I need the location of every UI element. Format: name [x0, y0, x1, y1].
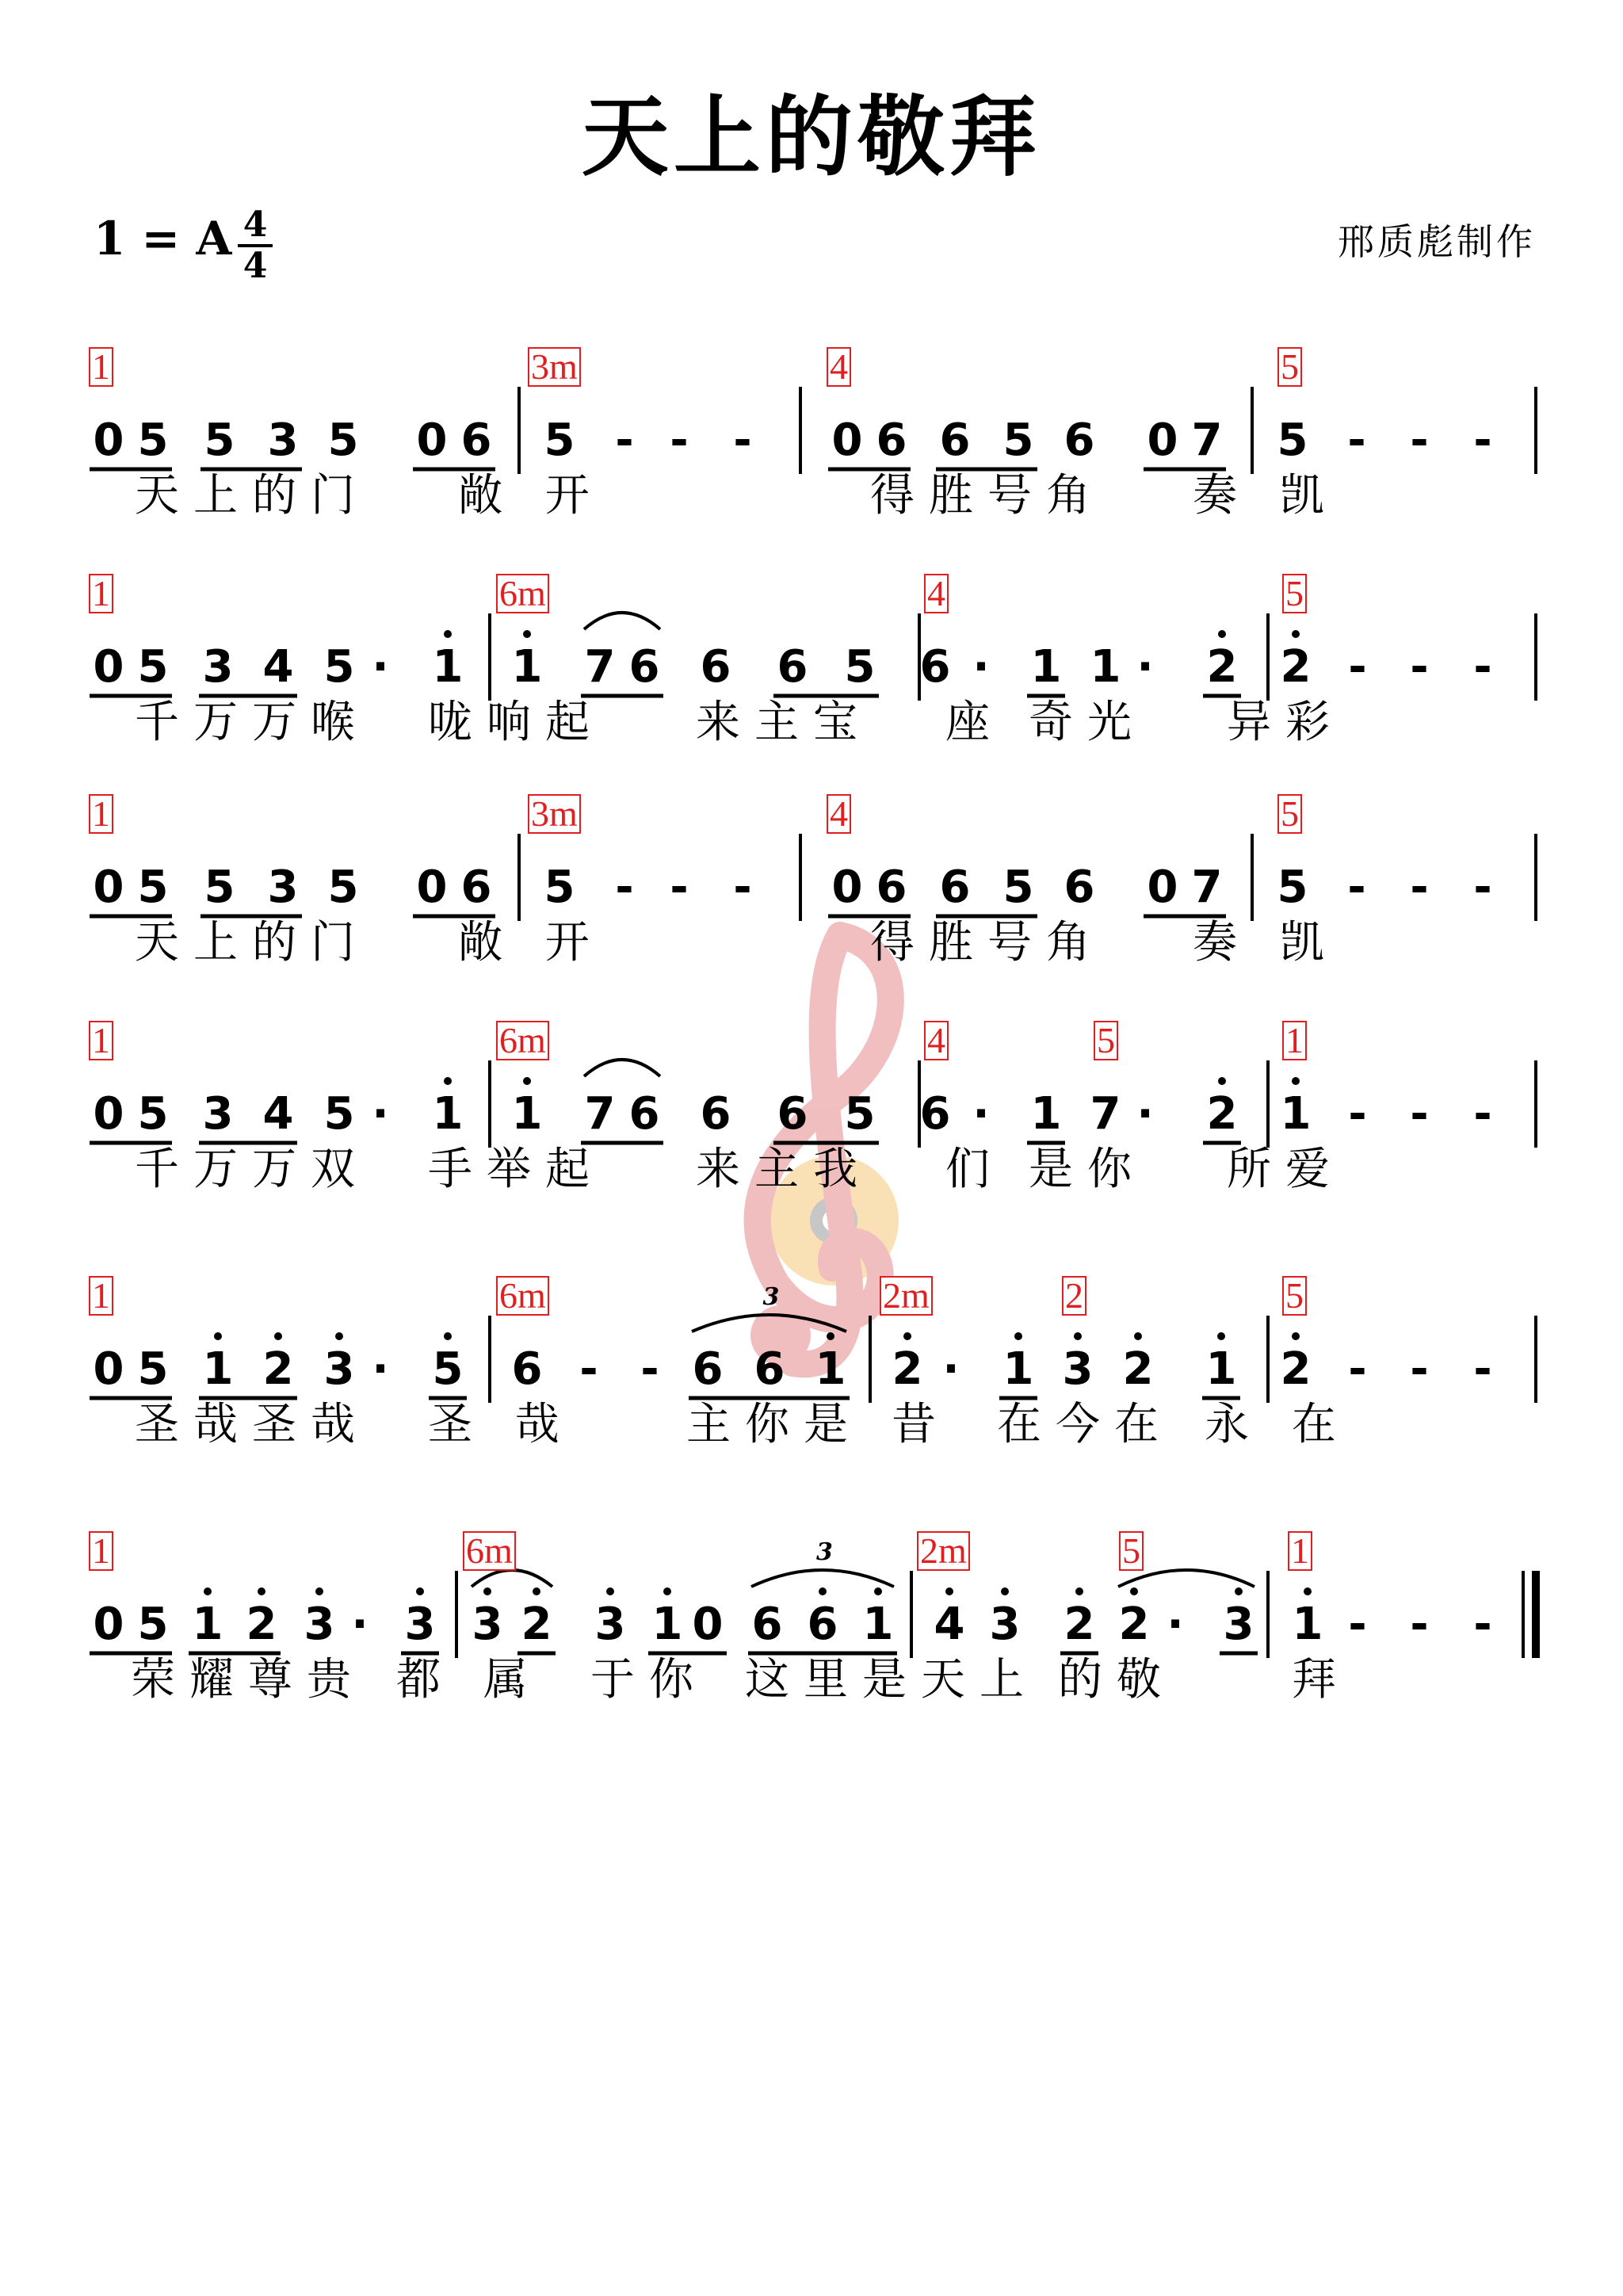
note: 6	[777, 641, 808, 693]
note-dash: -	[615, 861, 634, 913]
note: 6	[807, 1599, 838, 1650]
time-denominator: 4	[242, 246, 268, 286]
note: 5	[137, 1343, 169, 1395]
note: 1	[511, 641, 543, 693]
chord-symbol: 6m	[463, 1531, 516, 1571]
note: ·	[1136, 1088, 1154, 1140]
note: 1	[432, 641, 464, 693]
note: ·	[372, 641, 389, 693]
chord-symbol: 1	[89, 794, 113, 834]
note: 4	[262, 1088, 294, 1140]
note: 2	[246, 1599, 277, 1650]
note: 1	[1002, 1343, 1034, 1395]
note: 6	[700, 1088, 731, 1140]
note: 2	[1122, 1343, 1154, 1395]
note-dash: -	[640, 1343, 659, 1395]
octave-dot	[1218, 1077, 1226, 1085]
note: ·	[972, 641, 990, 693]
note: 0	[1147, 415, 1178, 466]
note-dash: -	[1473, 415, 1492, 466]
octave-dot	[335, 1332, 343, 1340]
lyric-phrase: 奇光	[1029, 697, 1146, 748]
note-dash: -	[1410, 415, 1429, 466]
note-dash: -	[1410, 641, 1429, 693]
note: 6	[919, 641, 951, 693]
chord-symbol: 5	[1277, 794, 1302, 834]
lyric-phrase: 们	[945, 1144, 1004, 1195]
slur-arc	[472, 1570, 552, 1587]
note-dash: -	[670, 415, 689, 466]
note: 5	[137, 1599, 169, 1650]
chord-symbol: 5	[1282, 574, 1307, 613]
lyric-phrase: 圣哉圣哉	[135, 1399, 369, 1450]
chord-symbol: 5	[1094, 1021, 1118, 1060]
lyric-phrase: 异彩	[1227, 697, 1344, 748]
note: 6	[919, 1088, 951, 1140]
chord-symbol: 2	[1062, 1276, 1086, 1316]
lyric-phrase: 敞 开	[458, 917, 604, 968]
octave-dot	[819, 1587, 827, 1595]
chord-symbol: 1	[89, 574, 113, 613]
octave-dot	[1304, 1587, 1312, 1595]
lyric-phrase: 这里是天上	[745, 1654, 1038, 1706]
note: 1	[1205, 1343, 1237, 1395]
note: 5	[844, 641, 876, 693]
note-dash: -	[1348, 641, 1367, 693]
octave-dot	[1218, 630, 1226, 638]
note: 6	[777, 1088, 808, 1140]
octave-dot	[1217, 1332, 1225, 1340]
octave-dot	[214, 1332, 222, 1340]
note: 1	[1090, 641, 1121, 693]
note: 5	[137, 415, 169, 466]
chord-symbol: 4	[827, 794, 851, 834]
slur-arc	[1118, 1570, 1254, 1587]
chord-symbol: 2m	[917, 1531, 970, 1571]
note: 6	[1064, 861, 1095, 913]
lyric-phrase: 永 在	[1205, 1399, 1350, 1450]
note: ·	[372, 1088, 389, 1140]
arranger-credit: 邢质彪制作	[1338, 220, 1536, 263]
chord-symbol: 3m	[528, 347, 581, 387]
octave-dot	[444, 1332, 452, 1340]
note-dash: -	[1473, 641, 1492, 693]
octave-dot	[874, 1587, 882, 1595]
note: 6	[700, 641, 731, 693]
note: 1	[651, 1599, 683, 1650]
note: 1	[202, 1343, 234, 1395]
note-dash: -	[579, 1343, 598, 1395]
note: 6	[939, 415, 971, 466]
slur-arc	[751, 1570, 894, 1587]
note: 3	[267, 415, 299, 466]
note: ·	[372, 1343, 389, 1395]
octave-dot	[1014, 1332, 1022, 1340]
note: 3	[202, 1088, 234, 1140]
note: 5	[1002, 415, 1034, 466]
note: 6	[460, 415, 492, 466]
note: 1	[1280, 1088, 1312, 1140]
note: 5	[327, 861, 359, 913]
note: 6	[692, 1343, 724, 1395]
note: 3	[267, 861, 299, 913]
lyric-phrase: 在今在	[997, 1399, 1173, 1450]
note: 5	[137, 1088, 169, 1140]
octave-dot	[1292, 1077, 1300, 1085]
lyric-phrase: 于你	[590, 1654, 708, 1706]
note: 5	[137, 861, 169, 913]
note: 7	[1090, 1088, 1121, 1140]
chord-symbol: 1	[1282, 1021, 1307, 1060]
note: 6	[1064, 415, 1095, 466]
note-dash: -	[1348, 1343, 1367, 1395]
chord-symbol: 1	[89, 1276, 113, 1316]
note: 5	[323, 1088, 355, 1140]
octave-dot	[416, 1587, 424, 1595]
note: ·	[1136, 641, 1154, 693]
note: 1	[862, 1599, 894, 1650]
note-dash: -	[1473, 861, 1492, 913]
note-dash: -	[1348, 1599, 1367, 1650]
note: 6	[754, 1343, 785, 1395]
note: 5	[544, 415, 575, 466]
lyric-phrase: 来主宝	[696, 697, 872, 748]
lyric-phrase: 千万万双	[135, 1144, 369, 1195]
note: 6	[628, 641, 660, 693]
octave-dot	[1134, 1332, 1142, 1340]
note: 3	[304, 1599, 335, 1650]
lyric-phrase: 圣 哉	[428, 1399, 574, 1450]
time-numerator: 4	[242, 204, 268, 245]
note: 5	[204, 861, 235, 913]
octave-dot	[606, 1587, 614, 1595]
note: 0	[416, 861, 448, 913]
note-dash: -	[733, 415, 752, 466]
note: 3	[594, 1599, 626, 1650]
note: 6	[939, 861, 971, 913]
note: 2	[1280, 1343, 1312, 1395]
lyric-phrase: 昔	[892, 1399, 950, 1450]
chord-symbol: 6m	[496, 574, 549, 613]
note: 2	[262, 1343, 294, 1395]
octave-dot	[827, 1332, 834, 1340]
note: 1	[511, 1088, 543, 1140]
lyric-phrase: 得胜号角	[870, 470, 1105, 521]
note: 2	[1118, 1599, 1150, 1650]
triplet-mark: 3	[762, 1283, 780, 1311]
note-dash: -	[733, 861, 752, 913]
note: 1	[432, 1088, 464, 1140]
chord-symbol: 4	[827, 347, 851, 387]
note: 0	[93, 861, 124, 913]
note: 2	[1280, 641, 1312, 693]
lyric-phrase: 所爱	[1227, 1144, 1344, 1195]
note: 5	[1277, 861, 1308, 913]
lyric-phrase: 千万万喉	[135, 697, 369, 748]
note-dash: -	[615, 415, 634, 466]
note: 5	[544, 861, 575, 913]
note: 7	[1191, 861, 1223, 913]
lyric-phrase: 奏 凯	[1193, 470, 1338, 521]
note-dash: -	[1410, 1343, 1429, 1395]
slur-arc	[584, 613, 660, 629]
note-dash: -	[1473, 1343, 1492, 1395]
note: 3	[989, 1599, 1021, 1650]
note: 5	[844, 1088, 876, 1140]
note: 1	[1030, 1088, 1062, 1140]
note: 0	[1147, 861, 1178, 913]
score-title: 天上的敬拜	[582, 86, 1041, 188]
lyric-phrase: 座	[945, 697, 1004, 748]
note: 5	[327, 415, 359, 466]
note: 0	[831, 415, 863, 466]
note: 0	[831, 861, 863, 913]
note: ·	[972, 1088, 990, 1140]
note: 0	[93, 1088, 124, 1140]
note: 5	[323, 641, 355, 693]
note: 6	[876, 861, 907, 913]
note: 7	[584, 641, 616, 693]
note: 2	[892, 1343, 923, 1395]
note-dash: -	[1473, 1088, 1492, 1140]
chord-symbol: 6m	[496, 1021, 549, 1060]
note-dash: -	[670, 861, 689, 913]
octave-dot	[663, 1587, 671, 1595]
note: 0	[93, 415, 124, 466]
lyric-phrase: 得胜号角	[870, 917, 1105, 968]
key-signature: 1 = A	[94, 212, 232, 266]
note: 3	[472, 1599, 503, 1650]
note: 2	[1206, 641, 1238, 693]
note: 1	[815, 1343, 846, 1395]
chord-symbol: 4	[924, 1021, 949, 1060]
lyric-phrase: 拜	[1292, 1654, 1350, 1706]
octave-dot	[258, 1587, 265, 1595]
octave-dot	[444, 630, 452, 638]
lyric-phrase: 天上的门	[135, 917, 369, 968]
note: 0	[93, 641, 124, 693]
slur-arc	[692, 1315, 846, 1331]
lyric-phrase: 主你是	[686, 1399, 862, 1450]
octave-dot	[483, 1587, 491, 1595]
octave-dot	[1074, 1332, 1082, 1340]
lyric-phrase: 天上的门	[135, 470, 369, 521]
chord-symbol: 1	[89, 347, 113, 387]
note: 5	[432, 1343, 464, 1395]
note: ·	[1167, 1599, 1184, 1650]
note: 3	[404, 1599, 436, 1650]
octave-dot	[533, 1587, 540, 1595]
octave-dot	[1292, 1332, 1300, 1340]
octave-dot	[523, 630, 531, 638]
note: 1	[1030, 641, 1062, 693]
chord-symbol: 5	[1119, 1531, 1144, 1571]
lyric-phrase: 的敬	[1058, 1654, 1175, 1706]
chord-symbol: 1	[89, 1021, 113, 1060]
note: ·	[942, 1343, 960, 1395]
note: 5	[204, 415, 235, 466]
chord-symbol: 3m	[528, 794, 581, 834]
note: 4	[934, 1599, 965, 1650]
octave-dot	[903, 1332, 911, 1340]
note: 2	[1206, 1088, 1238, 1140]
note-dash: -	[1410, 861, 1429, 913]
chord-symbol: 5	[1282, 1276, 1307, 1316]
note: 0	[692, 1599, 724, 1650]
note: 5	[137, 641, 169, 693]
octave-dot	[1235, 1587, 1243, 1595]
note-dash: -	[1410, 1088, 1429, 1140]
octave-dot	[274, 1332, 282, 1340]
octave-dot	[945, 1587, 953, 1595]
note: 6	[876, 415, 907, 466]
note: 0	[93, 1599, 124, 1650]
note-dash: -	[1348, 1088, 1367, 1140]
lyric-phrase: 是你	[1029, 1144, 1146, 1195]
note: 7	[584, 1088, 616, 1140]
octave-dot	[444, 1077, 452, 1085]
chord-symbol: 4	[924, 574, 949, 613]
chord-symbol: 6m	[496, 1276, 549, 1316]
note: 6	[460, 861, 492, 913]
note: 7	[1191, 415, 1223, 466]
lyric-phrase: 来主我	[696, 1144, 872, 1195]
note-dash: -	[1347, 861, 1366, 913]
octave-dot	[1130, 1587, 1138, 1595]
lyric-phrase: 荣耀尊贵	[131, 1654, 365, 1706]
note: 3	[202, 641, 234, 693]
lyric-phrase: 敞 开	[458, 470, 604, 521]
octave-dot	[315, 1587, 323, 1595]
octave-dot	[204, 1587, 212, 1595]
lyric-phrase: 奏 凯	[1193, 917, 1338, 968]
triplet-mark: 3	[816, 1538, 833, 1566]
chord-symbol: 2m	[880, 1276, 933, 1316]
lyric-phrase: 都 属	[396, 1654, 542, 1706]
note: 4	[262, 641, 294, 693]
octave-dot	[1292, 630, 1300, 638]
note: ·	[351, 1599, 369, 1650]
note: 0	[416, 415, 448, 466]
slur-arc	[584, 1060, 660, 1076]
note: 6	[751, 1599, 783, 1650]
note: 2	[1064, 1599, 1095, 1650]
note: 3	[1062, 1343, 1094, 1395]
note: 1	[192, 1599, 223, 1650]
note: 0	[93, 1343, 124, 1395]
lyric-phrase: 咙响起	[428, 697, 604, 748]
note-dash: -	[1473, 1599, 1492, 1650]
note: 3	[1223, 1599, 1254, 1650]
chord-symbol: 5	[1277, 347, 1302, 387]
chord-symbol: 1	[89, 1531, 113, 1571]
note: 3	[323, 1343, 355, 1395]
lyric-phrase: 手举起	[428, 1144, 604, 1195]
note: 1	[1292, 1599, 1323, 1650]
note: 5	[1277, 415, 1308, 466]
note: 2	[521, 1599, 552, 1650]
octave-dot	[523, 1077, 531, 1085]
note-dash: -	[1347, 415, 1366, 466]
octave-dot	[1001, 1587, 1009, 1595]
note-dash: -	[1410, 1599, 1429, 1650]
note: 6	[511, 1343, 543, 1395]
octave-dot	[1075, 1587, 1083, 1595]
note: 5	[1002, 861, 1034, 913]
chord-symbol: 1	[1288, 1531, 1312, 1571]
note: 6	[628, 1088, 660, 1140]
